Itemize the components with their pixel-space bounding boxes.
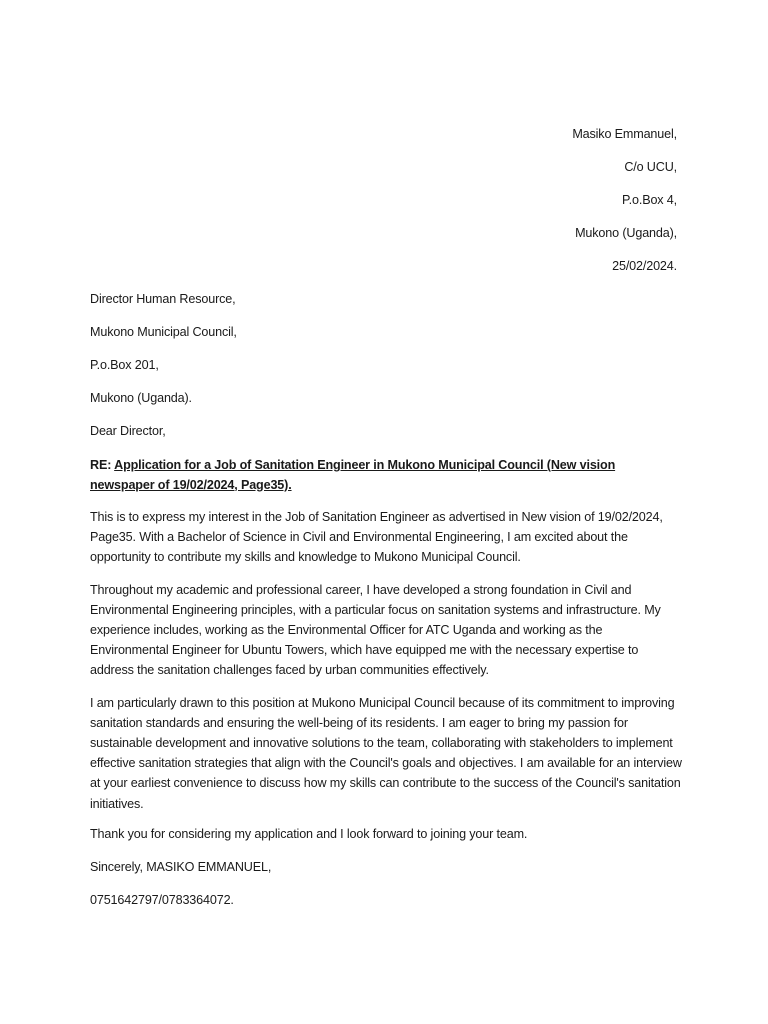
subject-line bbox=[90, 456, 682, 495]
subject-prefix: RE: bbox=[90, 458, 112, 472]
paragraph-intro: This is to express my interest in the Job of Sanitation Engineer as advertised in New vision of 19/02/2024, Page35. With a Bachelor of Science in Civil and Environmental Engineering, I am excited about the opportunity to contribute my skills and knowledge to Mukono Municipal Council. bbox=[90, 510, 663, 565]
sign-off: Sincerely, MASIKO EMMANUEL, bbox=[90, 859, 272, 874]
closing-line: Thank you for considering my application and I look forward to joining your team. bbox=[90, 826, 528, 841]
sender-address-block bbox=[572, 126, 677, 291]
recipient-title: Director Human Resource, bbox=[90, 292, 236, 306]
sender-name: Masiko Emmanuel, bbox=[572, 127, 677, 141]
sender-po-box: P.o.Box 4, bbox=[622, 193, 677, 207]
sender-care-of: C/o UCU, bbox=[624, 160, 677, 174]
recipient-po-box: P.o.Box 201, bbox=[90, 358, 159, 372]
subject-text: Application for a Job of Sanitation Engineer in Mukono Municipal Council (New vision newspaper of 19/02/2024, Page35). bbox=[90, 458, 616, 492]
letter-body bbox=[90, 291, 682, 925]
letter-date: 25/02/2024. bbox=[612, 259, 677, 273]
salutation: Dear Director, bbox=[90, 424, 166, 438]
recipient-organization: Mukono Municipal Council, bbox=[90, 325, 237, 339]
phone-number: 0751642797/0783364072. bbox=[90, 892, 234, 907]
paragraph-motivation: I am particularly drawn to this position at Mukono Municipal Council because of its commitment to improving sanitation standards and ensuring the well-being of its residents. I am eager to bring my passion for sustainable development and innovative solutions to the team, collaborating with stakeholders to implement effective sanitation strategies that align with the Council's goals and objectives. I am available for an interview at your earliest convenience to discuss how my skills can contribute to the success of the Council's sanitation initiatives. bbox=[90, 695, 682, 811]
sender-location: Mukono (Uganda), bbox=[575, 226, 677, 240]
recipient-location: Mukono (Uganda). bbox=[90, 391, 192, 405]
paragraph-experience: Throughout my academic and professional career, I have developed a strong foundation in Civil and Environmental Engineering principles, with a particular focus on sanitation systems and infrastructure. My experience includes, working as the Environmental Officer for ATC Uganda and working as the Environmental Engineer for Ubuntu Towers, which have equipped me with the necessary expertise to address the sanitation challenges faced by urban communities effectively. bbox=[90, 582, 661, 678]
